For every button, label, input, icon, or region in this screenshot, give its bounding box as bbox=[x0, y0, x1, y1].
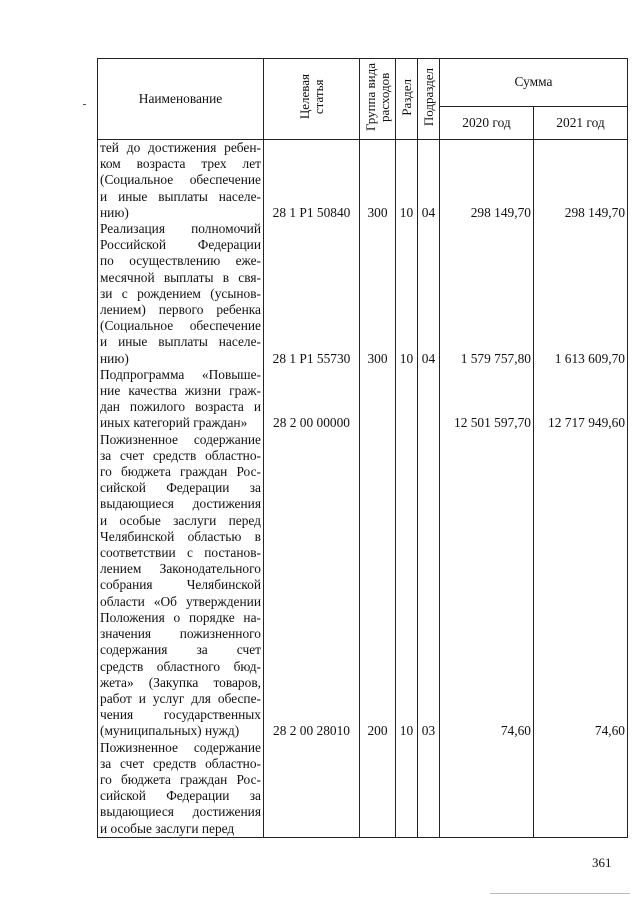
row-sum-2020: 298 149,70 bbox=[440, 140, 534, 222]
row-name bbox=[98, 740, 264, 838]
row-name-line: зи с рождением (усынов- bbox=[100, 285, 261, 301]
row-name-line: Пожизненное содержание bbox=[100, 431, 261, 447]
row-name-line: сийской Федерации за bbox=[100, 788, 261, 804]
row-target: 28 2 00 28010 bbox=[264, 432, 360, 740]
row-name-line: соответствии с постанов- bbox=[100, 545, 261, 561]
row-name-line: Российской Федерации bbox=[100, 237, 261, 253]
table-row bbox=[98, 140, 628, 222]
row-name bbox=[98, 367, 264, 432]
row-name-line: нию) bbox=[100, 204, 129, 220]
table-row bbox=[98, 740, 628, 838]
footer-rule bbox=[490, 893, 630, 894]
row-name-line: дан пожилого возраста и bbox=[100, 399, 261, 415]
row-name-line: выдающиеся достижения bbox=[100, 496, 261, 512]
row-name-line: и особые заслуги перед bbox=[100, 512, 261, 528]
row-name-line: Подпрограмма «Повыше- bbox=[100, 366, 261, 382]
row-target: 28 1 P1 55730 bbox=[264, 221, 360, 367]
row-target: 28 2 00 00000 bbox=[264, 367, 360, 432]
row-name-line: (Социальное обеспечение bbox=[100, 172, 261, 188]
table-header bbox=[98, 59, 628, 140]
row-group bbox=[360, 367, 396, 432]
header-section: Раздел bbox=[396, 59, 418, 140]
row-name-line: ние качества жизни граж- bbox=[100, 383, 261, 399]
row-group: 300 bbox=[360, 140, 396, 222]
table-row bbox=[98, 221, 628, 367]
row-name-line: го бюджета граждан Рос- bbox=[100, 464, 261, 480]
row-name-line: (Социальное обеспечение bbox=[100, 318, 261, 334]
row-name-line: и особые заслуги перед bbox=[100, 820, 235, 836]
row-name-line: чения государственных bbox=[100, 707, 261, 723]
row-name-line: ком возраста трех лет bbox=[100, 156, 261, 172]
row-name-line: средств областного бюд- bbox=[100, 658, 261, 674]
row-sum-2021: 74,60 bbox=[534, 432, 628, 740]
row-sum-2020: 1 579 757,80 bbox=[440, 221, 534, 367]
row-sum-2021: 1 613 609,70 bbox=[534, 221, 628, 367]
row-name bbox=[98, 221, 264, 367]
row-section: 10 bbox=[396, 221, 418, 367]
row-name-line: лением Законодательного bbox=[100, 561, 261, 577]
table-body bbox=[98, 140, 628, 838]
row-name-line: содержания за счет bbox=[100, 642, 261, 658]
row-name-line: и иные выплаты населе- bbox=[100, 334, 261, 350]
margin-mark bbox=[83, 104, 86, 105]
row-name-line: по осуществлению еже- bbox=[100, 253, 261, 269]
row-subsection: 04 bbox=[418, 140, 440, 222]
row-subsection: 03 bbox=[418, 432, 440, 740]
row-name-line: Пожизненное содержание bbox=[100, 739, 261, 755]
header-target: Целевая статья bbox=[264, 59, 360, 140]
row-name bbox=[98, 140, 264, 222]
row-name-line: Реализация полномочий bbox=[100, 221, 261, 237]
header-sum: Сумма bbox=[440, 59, 628, 107]
row-subsection bbox=[418, 367, 440, 432]
row-name-line: значения пожизненного bbox=[100, 626, 261, 642]
row-target: 28 1 P1 50840 bbox=[264, 140, 360, 222]
row-name-line: Положения о порядке на- bbox=[100, 609, 261, 625]
row-subsection bbox=[418, 740, 440, 838]
row-section bbox=[396, 367, 418, 432]
row-name-line: жета» (Закупка товаров, bbox=[100, 674, 261, 690]
table-row bbox=[98, 432, 628, 740]
page-number: 361 bbox=[592, 855, 612, 870]
row-sum-2020 bbox=[440, 740, 534, 838]
row-sum-2021: 298 149,70 bbox=[534, 140, 628, 222]
row-section: 10 bbox=[396, 140, 418, 222]
header-name: Наименование bbox=[98, 59, 264, 140]
row-sum-2020: 12 501 597,70 bbox=[440, 367, 534, 432]
row-section: 10 bbox=[396, 432, 418, 740]
row-name-line: (муниципальных) нужд) bbox=[100, 723, 240, 739]
row-name-line: работ и услуг для обеспе- bbox=[100, 690, 261, 706]
row-name bbox=[98, 432, 264, 740]
row-sum-2021: 12 717 949,60 bbox=[534, 367, 628, 432]
row-section bbox=[396, 740, 418, 838]
row-name-line: области «Об утверждении bbox=[100, 593, 261, 609]
table-row bbox=[98, 367, 628, 432]
row-name-line: го бюджета граждан Рос- bbox=[100, 771, 261, 787]
row-name-line: иных категорий граждан» bbox=[100, 415, 248, 431]
header-year-2021: 2021 год bbox=[534, 106, 628, 139]
row-name-line: и иные выплаты населе- bbox=[100, 188, 261, 204]
row-name-line: собрания Челябинской bbox=[100, 577, 261, 593]
header-group: Группа вида расходов bbox=[360, 59, 396, 140]
budget-table bbox=[97, 58, 628, 838]
row-name-line: месячной выплаты в свя- bbox=[100, 269, 261, 285]
row-name-line: лением) первого ребенка bbox=[100, 302, 261, 318]
row-name-line: выдающиеся достижения bbox=[100, 804, 261, 820]
row-name-line: Челябинской областью в bbox=[100, 528, 261, 544]
row-sum-2020: 74,60 bbox=[440, 432, 534, 740]
row-name-line: нию) bbox=[100, 350, 129, 366]
row-group: 200 bbox=[360, 432, 396, 740]
row-name-line: за счет средств областно- bbox=[100, 755, 261, 771]
row-sum-2021 bbox=[534, 740, 628, 838]
row-target bbox=[264, 740, 360, 838]
row-name-line: за счет средств областно- bbox=[100, 447, 261, 463]
header-year-2020: 2020 год bbox=[440, 106, 534, 139]
row-group: 300 bbox=[360, 221, 396, 367]
row-name-line: сийской Федерации за bbox=[100, 480, 261, 496]
header-subsection: Подраздел bbox=[418, 59, 440, 140]
row-group bbox=[360, 740, 396, 838]
row-subsection: 04 bbox=[418, 221, 440, 367]
row-name-line: тей до достижения ребен- bbox=[100, 140, 261, 155]
